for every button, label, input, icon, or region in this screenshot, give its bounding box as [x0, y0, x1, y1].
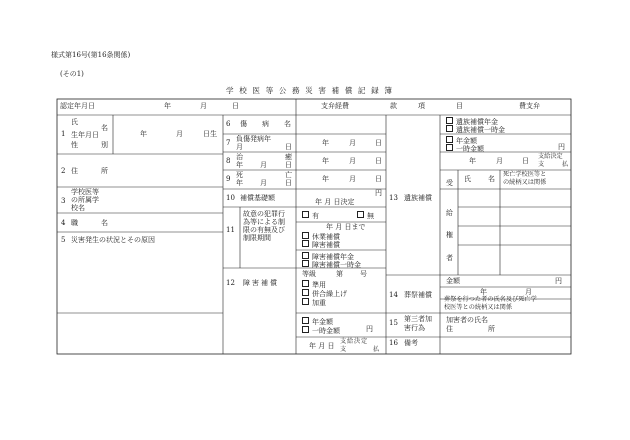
- death-label-c: 年: [236, 179, 243, 187]
- expense-pay: 費支弁: [519, 102, 540, 110]
- funeral-label: 葬祭補償: [404, 291, 432, 299]
- apply-checkbox[interactable]: [302, 280, 309, 287]
- survivor-pay-b: 払: [562, 161, 569, 168]
- funeral-amount: 金額: [446, 277, 460, 285]
- death-label-e: 日: [285, 179, 292, 187]
- funeral-relation-a: 葬祭を行つた者の氏名及び死亡学: [444, 296, 537, 303]
- survivor-decided: 支給決定: [538, 153, 563, 160]
- payment-decided: 支給決定: [340, 338, 368, 345]
- cert-month: 月: [200, 102, 207, 110]
- funeral-month: 月: [525, 288, 532, 296]
- disability-pension: 障害補償年金: [302, 252, 354, 261]
- birth-year: 年: [140, 130, 147, 138]
- sex-label-a: 性: [71, 141, 78, 149]
- incident-label: 災害発生の状況とその原因: [71, 236, 155, 244]
- cure-month: 月: [349, 157, 356, 165]
- expense-item: 項: [418, 102, 425, 110]
- row-num-6: 6: [226, 120, 231, 128]
- merge-checkbox[interactable]: [302, 289, 309, 296]
- birth-month: 月: [176, 130, 183, 138]
- lump-amount-checkbox[interactable]: [302, 326, 309, 333]
- death-day: 日: [375, 175, 382, 183]
- onset-year: 年: [322, 139, 329, 147]
- funeral-relation-b: 校医等との続柄又は関係: [444, 304, 513, 311]
- row-num-1: 1: [61, 130, 66, 138]
- survivor-lump-amount: 一時金額: [446, 144, 484, 153]
- survivor-label: 遺族補償: [404, 194, 432, 202]
- grade-opt-merge: 併合繰上げ: [302, 289, 347, 298]
- relation-b: の続柄又は関係: [503, 179, 547, 186]
- cure-year: 年: [322, 157, 329, 165]
- row-num-13: 13: [389, 194, 398, 202]
- payment-pay-a: 支: [340, 346, 347, 353]
- offender-address-a: 住: [446, 325, 453, 333]
- offender-address-b: 所: [488, 325, 495, 333]
- row-num-12: 12: [226, 279, 235, 287]
- base-amount-label: 補償基礎額: [240, 194, 275, 202]
- name-label-b: 名: [101, 124, 108, 132]
- name-label-a: 氏: [71, 118, 78, 126]
- restriction-has-checkbox[interactable]: [302, 211, 309, 218]
- injury-label-b: 病: [262, 120, 269, 128]
- funeral-yen: 円: [555, 277, 562, 285]
- funeral-year: 年: [480, 288, 487, 296]
- relation-a: 死亡学校医等と: [503, 171, 547, 178]
- survivor-year: 年: [469, 157, 476, 165]
- beneficiary-char-3: 権: [446, 231, 453, 239]
- restriction-label-b: 為等による制: [243, 218, 285, 226]
- birth-day: 日生: [203, 130, 217, 138]
- restriction-label-c: 限の有無及び: [243, 226, 285, 234]
- leave-comp: 休業補償: [302, 232, 340, 241]
- beneficiary-char-4: 者: [446, 254, 453, 262]
- pension-amount: 年金額: [302, 317, 333, 326]
- survivor-lump-amount-checkbox[interactable]: [446, 144, 453, 151]
- base-amount-yen: 円: [375, 189, 382, 197]
- row-num-15: 15: [389, 319, 398, 327]
- cure-label-a: 治: [236, 153, 243, 161]
- cure-day: 日: [375, 157, 382, 165]
- disability-comp: 障害補償: [302, 240, 340, 249]
- row-num-16: 16: [389, 339, 398, 347]
- pension-amount-checkbox[interactable]: [302, 317, 309, 324]
- restriction-none: 無: [357, 211, 374, 220]
- sex-label-b: 別: [101, 141, 108, 149]
- offender-name: 加害者の氏名: [446, 316, 488, 324]
- death-year: 年: [322, 175, 329, 183]
- row-num-7: 7: [226, 139, 231, 147]
- beneficiary-name-a: 氏: [464, 175, 471, 183]
- beneficiary-name-b: 名: [488, 175, 495, 183]
- row-num-2: 2: [61, 167, 66, 175]
- survivor-pension-amount: 年金額: [446, 136, 477, 145]
- disability-label: 障害補償: [243, 279, 279, 287]
- address-label-a: 住: [71, 167, 78, 175]
- add-checkbox[interactable]: [302, 298, 309, 305]
- death-month: 月: [349, 175, 356, 183]
- survivor-month: 月: [496, 157, 503, 165]
- disability-lump-checkbox[interactable]: [302, 260, 309, 267]
- restriction-none-checkbox[interactable]: [357, 211, 364, 218]
- cure-label-b: 癒: [285, 153, 292, 161]
- cure-label-e: 日: [285, 161, 292, 169]
- lump-amount: 一時金額: [302, 326, 340, 335]
- survivor-pension: 遺族補償年金: [446, 117, 498, 126]
- expense-label: 支弁経費: [321, 102, 349, 110]
- death-label-b: 亡: [285, 171, 292, 179]
- restriction-until: 年 月 日まで: [326, 223, 366, 231]
- cure-label-c: 年: [236, 161, 243, 169]
- disability-comp-checkbox[interactable]: [302, 240, 309, 247]
- cert-day: 日: [232, 102, 239, 110]
- third-party-label-a: 第三者加: [404, 315, 432, 323]
- death-label-a: 死: [236, 171, 243, 179]
- survivor-yen: 円: [558, 143, 565, 151]
- survivor-day: 日: [522, 157, 529, 165]
- base-amount-decided: 年 月 日決定: [315, 198, 355, 206]
- payment-pay-b: 払: [373, 346, 380, 353]
- beneficiary-char-2: 給: [446, 209, 453, 217]
- leave-comp-checkbox[interactable]: [302, 232, 309, 239]
- remarks-label: 備考: [404, 339, 418, 347]
- position-label-a: 職: [71, 219, 78, 227]
- grade-go: 号: [360, 270, 367, 278]
- disability-pension-checkbox[interactable]: [302, 252, 309, 259]
- row-num-8: 8: [226, 157, 231, 165]
- row-num-10: 10: [226, 194, 235, 202]
- row-num-11: 11: [226, 226, 235, 234]
- survivor-pension-checkbox[interactable]: [446, 117, 453, 124]
- onset-month: 月: [349, 139, 356, 147]
- school-label-b: の所属学: [71, 196, 99, 204]
- survivor-pay-a: 支: [538, 161, 545, 168]
- birth-label: 生年月日: [71, 131, 99, 139]
- grade-opt-apply: 準用: [302, 280, 326, 289]
- injury-label-c: 名: [284, 120, 291, 128]
- survivor-lump: 遺族補償一時金: [446, 125, 505, 134]
- payment-date: 年 月 日: [309, 342, 335, 350]
- address-label-b: 所: [101, 167, 108, 175]
- grade-opt-add: 加重: [302, 298, 326, 307]
- onset-label-b: 月: [236, 143, 243, 151]
- expense-sub-item: 目: [456, 102, 463, 110]
- grade-label: 等級: [302, 270, 316, 278]
- restriction-has: 有: [302, 211, 319, 220]
- position-label-b: 名: [101, 219, 108, 227]
- third-party-label-b: 害行為: [404, 324, 425, 332]
- cert-year: 年: [164, 102, 171, 110]
- lump-yen: 円: [366, 325, 373, 333]
- survivor-pension-amount-checkbox[interactable]: [446, 136, 453, 143]
- form-sub-number: (その1): [60, 70, 84, 78]
- onset-label-a: 負傷発病年: [236, 135, 271, 143]
- death-label-d: 月: [260, 179, 267, 187]
- row-num-9: 9: [226, 175, 231, 183]
- row-num-5: 5: [61, 236, 66, 244]
- grade-dai: 第: [336, 270, 343, 278]
- row-num-4: 4: [61, 219, 66, 227]
- page-title: 学校医等公務災害補償記録簿: [226, 86, 398, 95]
- survivor-lump-checkbox[interactable]: [446, 125, 453, 132]
- school-label-a: 学校医等: [71, 188, 99, 196]
- disability-lump: 障害補償一時金: [302, 260, 361, 269]
- form-number: 様式第16号(第16条関係): [51, 51, 131, 59]
- expense-section: 款: [390, 102, 397, 110]
- cert-date-label: 認定年月日: [60, 102, 95, 110]
- beneficiary-char-1: 受: [446, 179, 453, 187]
- cure-label-d: 月: [260, 161, 267, 169]
- row-num-14: 14: [389, 291, 398, 299]
- onset-label-c: 日: [285, 143, 292, 151]
- restriction-label-a: 故意の犯罪行: [243, 210, 285, 218]
- injury-label-a: 傷: [240, 120, 247, 128]
- school-label-c: 校名: [71, 204, 85, 212]
- row-num-3: 3: [61, 197, 66, 205]
- onset-day: 日: [375, 139, 382, 147]
- restriction-label-d: 制限期間: [243, 234, 271, 242]
